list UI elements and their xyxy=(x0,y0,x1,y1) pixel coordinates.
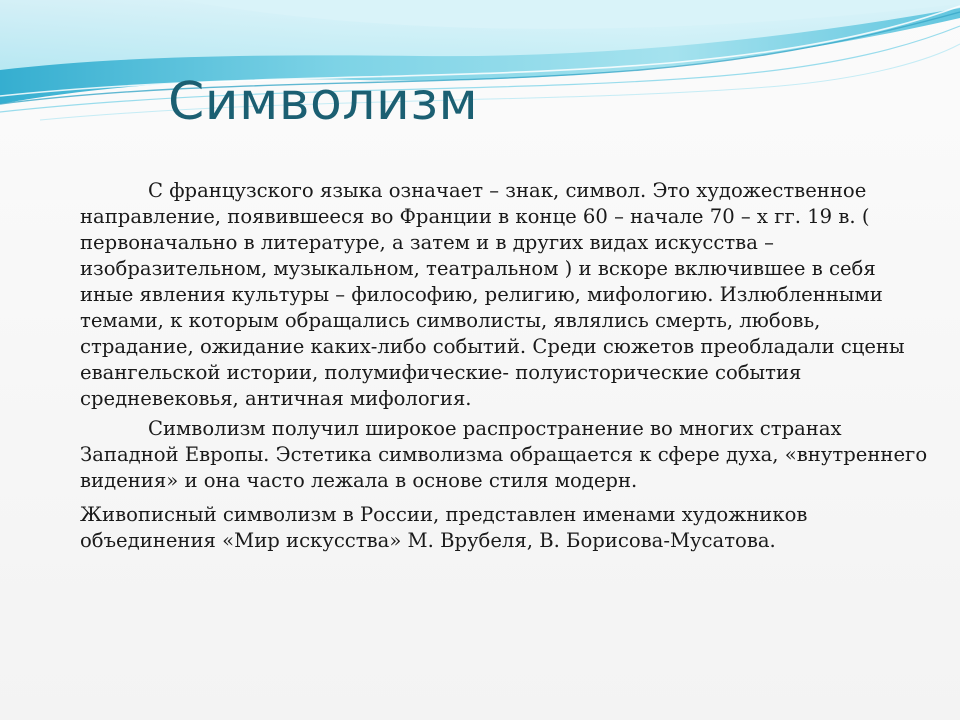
header-wave-decoration xyxy=(0,0,960,130)
slide-title: Символизм xyxy=(168,72,479,132)
paragraph-spread: Символизм получил широкое распространение во многих странах Западной Европы. Эстетика символизма обращается к сфере духа, «внутреннего видения» и она часто лежала в основе стиля модерн. xyxy=(80,417,928,492)
slide-body xyxy=(80,178,928,554)
paragraph-russia: Живописный символизм в России, представлен именами художников объединения «Мир искусства» М. Врубеля, В. Борисова-Мусатова. xyxy=(80,503,808,552)
paragraph-definition: С французского языка означает – знак, символ. Это художественное направление, появившееся во Франции в конце 60 – начале 70 – х гг. 19 в. ( первоначально в литературе, а затем и в других видах искусства – изобразительном, музыкальном, театральном ) и вскоре включившее в себя иные явления культуры – философию, религию, мифологию. Излюбленными темами, к которым обращались символисты, являлись смерть, любовь, страдание, ожидание каких-либо событий. Среди сюжетов преобладали сцены евангельской истории, полумифические- полуисторические события средневековья, античная мифология. xyxy=(80,179,905,410)
